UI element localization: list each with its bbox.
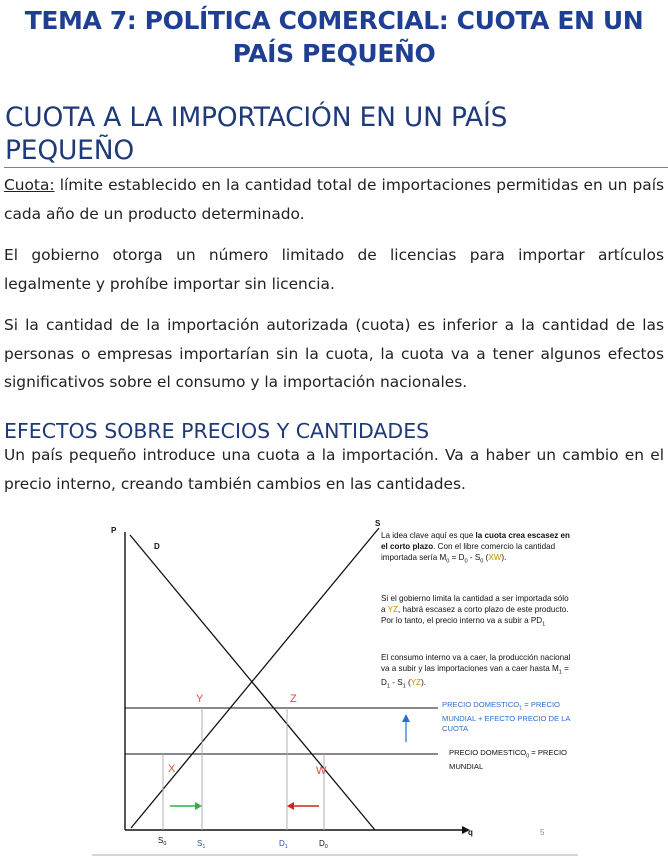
tick-d1: $D_1$ <box>279 839 288 850</box>
term-cuota: Cuota: <box>4 176 55 194</box>
tick-s1: $S_1$ <box>197 839 206 850</box>
section-heading-line1: CUOTA A LA IMPORTACIÓN EN UN PAÍS <box>5 102 508 133</box>
page-number: 5 <box>540 828 545 837</box>
tick-d0: $D_0$ <box>319 839 328 850</box>
subsection-heading: EFECTOS SOBRE PRECIOS Y CANTIDADES <box>4 419 430 443</box>
domestic-price-0-label: PRECIO $DOMESTICO_0$ = PRECIO MUNDIAL <box>449 748 567 771</box>
note-consumption: El consumo interno va a caer, la producción nacional va a subir y las importaciones van a caer hasta $M_1 = D_1 - S_1$ (YZ). <box>381 653 571 690</box>
tick-s0: $S_0$ <box>158 836 167 847</box>
subsection-text: Un país pequeño introduce una cuota a la importación. Va a haber un cambio en el precio interno, creando también cambios en las cantidades. <box>4 446 664 493</box>
definition-text: límite establecido en la cantidad total de importaciones permitidas en un país cada año de un producto determinado. <box>4 176 664 223</box>
note-key-idea: La idea clave aquí es que la cuota crea escasez en el corto plazo. Con el libre comercio la cantidad importada sería $M_0 = D_0 - S_0$ (XW). <box>381 531 570 565</box>
paragraph-licenses: El gobierno otorga un número limitado de licencias para importar artículos legalmente y prohíbe importar sin licencia. <box>4 246 664 293</box>
point-x-label: X <box>168 763 176 775</box>
paragraph-effects: Si la cantidad de la importación autorizada (cuota) es inferior a la cantidad de las personas o empresas importarían sin la cuota, la cuota va a tener algunos efectos significativos sobre el consumo y la importación nacionales. <box>4 316 664 391</box>
demand-label: D <box>154 542 160 551</box>
blue-arrow-head <box>402 714 410 722</box>
axis-p-label: P <box>111 526 117 535</box>
note-shortage: Si el gobierno limita la cantidad a ser importada sólo a YZ, habrá escasez a corto plazo de este producto. Por lo tanto, el precio interno va a subir a $PD_1$ <box>381 594 569 628</box>
domestic-price-1-label: PRECIO $DOMESTICO_1$ = PRECIO MUNDIAL + EFECTO PRECIO DE LA CUOTA <box>442 700 571 733</box>
page-title-line2: PAÍS PEQUEÑO <box>232 39 436 68</box>
axis-q-label: q <box>468 828 473 837</box>
point-w-label: W <box>316 765 327 777</box>
supply-label: S <box>375 519 381 528</box>
point-z-label: Z <box>290 693 297 705</box>
section-heading-line2: PEQUEÑO <box>5 135 135 166</box>
page-title-line1: TEMA 7: POLÍTICA COMERCIAL: CUOTA EN UN <box>24 6 644 35</box>
red-arrow-head <box>287 802 294 810</box>
green-arrow-head <box>195 802 202 810</box>
supply-curve <box>131 528 379 828</box>
point-y-label: Y <box>196 693 204 705</box>
